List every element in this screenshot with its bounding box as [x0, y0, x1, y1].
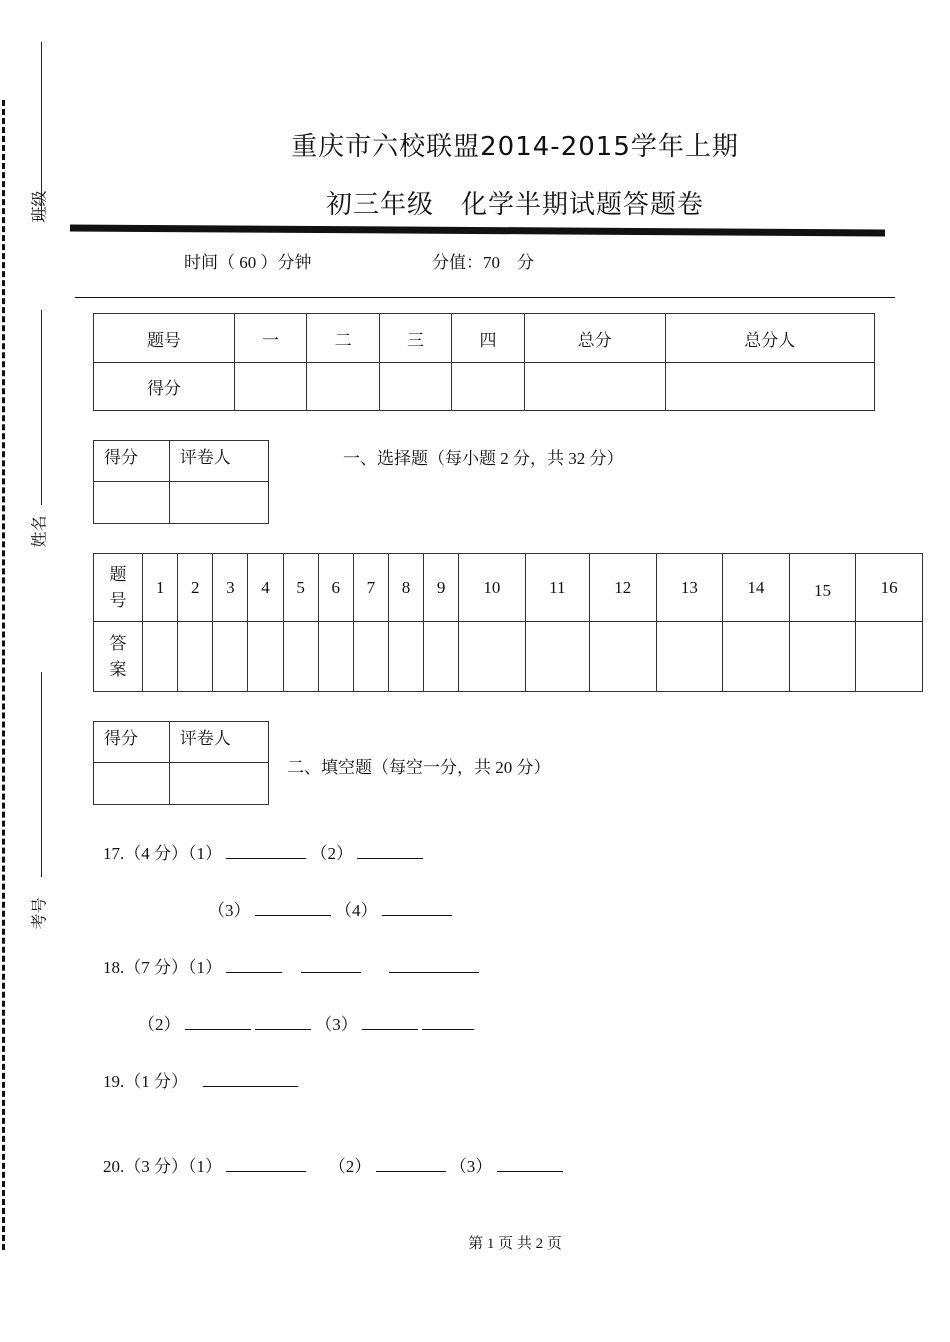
grader-name-cell[interactable]: [169, 482, 268, 524]
exam-no-line: [41, 672, 42, 877]
question-19: [103, 1067, 298, 1092]
answer-cell[interactable]: [723, 622, 790, 692]
score-table-header: 总分: [524, 314, 665, 363]
page-subtitle: 初三年级 化学半期试题答题卷: [325, 190, 704, 220]
answer-number-row: [94, 554, 923, 622]
answer-blank[interactable]: [185, 1015, 251, 1030]
q17-part2-label: （2）: [310, 844, 353, 863]
score-table-header-row: [94, 314, 875, 363]
answer-table: [93, 553, 923, 692]
answer-blank[interactable]: [255, 1015, 311, 1030]
score-cell[interactable]: [379, 363, 451, 411]
answer-blank[interactable]: [203, 1072, 298, 1087]
answer-row: [94, 622, 923, 692]
question-number: 1: [143, 554, 178, 622]
score-cell[interactable]: [234, 363, 306, 411]
score-cell[interactable]: [524, 363, 665, 411]
score-table-header: 一: [234, 314, 306, 363]
name-line: [41, 310, 42, 505]
question-number: 10: [459, 554, 526, 622]
q17-part4-label: （4）: [335, 901, 378, 920]
score-row-label: 得分: [94, 363, 235, 411]
question-number: 14: [723, 554, 790, 622]
question-17-line2: [208, 896, 452, 921]
grader-score-label: 得分: [94, 441, 170, 482]
answer-label: 答 案: [94, 622, 143, 692]
name-label: 姓名: [31, 515, 49, 548]
answer-blank[interactable]: [497, 1157, 563, 1172]
exam-no-label: 考号: [31, 897, 49, 930]
page-footer: 第 1 页 共 2 页: [468, 1236, 562, 1252]
score-cell[interactable]: [307, 363, 379, 411]
score-cell[interactable]: [665, 363, 874, 411]
q20-part1-label: 20.（3 分）（1）: [103, 1157, 222, 1176]
answer-cell[interactable]: [525, 622, 589, 692]
answer-blank[interactable]: [382, 901, 452, 916]
binding-dashed-line: [0, 100, 5, 1250]
q18-part2-label: （2）: [138, 1015, 181, 1034]
answer-cell[interactable]: [789, 622, 856, 692]
answer-cell[interactable]: [459, 622, 526, 692]
answer-cell[interactable]: [213, 622, 248, 692]
answer-cell[interactable]: [856, 622, 923, 692]
answer-cell[interactable]: [656, 622, 723, 692]
q18-part1-label: 18.（7 分）（1）: [103, 958, 222, 977]
page-title: 重庆市六校联盟2014-2015学年上期: [291, 132, 739, 162]
answer-cell[interactable]: [424, 622, 459, 692]
answer-number-label: 题 号: [94, 554, 143, 622]
answer-cell[interactable]: [318, 622, 353, 692]
header-rule: [75, 297, 895, 298]
answer-cell[interactable]: [388, 622, 423, 692]
question-number: 16: [856, 554, 923, 622]
grader-name-label: 评卷人: [169, 441, 268, 482]
answer-blank[interactable]: [357, 844, 423, 859]
score-table-header: 二: [307, 314, 379, 363]
title-rule: [70, 225, 885, 237]
grader-score-cell[interactable]: [94, 482, 170, 524]
q19-label: 19.（1 分）: [103, 1072, 188, 1091]
grader-score-label: 得分: [94, 722, 170, 763]
time-info: 时间（ 60 ）分钟: [184, 253, 312, 272]
grader-box-1: [93, 440, 269, 524]
answer-blank[interactable]: [422, 1015, 474, 1030]
score-info: 分值：70 分: [432, 253, 534, 272]
q20-part3-label: （3）: [449, 1157, 493, 1176]
question-number: 4: [248, 554, 283, 622]
grader-score-cell[interactable]: [94, 763, 170, 805]
class-label: 班级: [31, 190, 49, 223]
question-number: 7: [353, 554, 388, 622]
answer-blank[interactable]: [226, 844, 306, 859]
answer-cell[interactable]: [283, 622, 318, 692]
section1-title: 一、选择题（每小题 2 分，共 32 分）: [343, 449, 624, 468]
grader-box-2: [93, 721, 269, 805]
question-18-line1: [103, 953, 479, 978]
answer-cell[interactable]: [178, 622, 213, 692]
score-table: [93, 313, 875, 411]
answer-cell[interactable]: [143, 622, 178, 692]
question-17-line1: [103, 839, 423, 864]
score-cell[interactable]: [452, 363, 524, 411]
score-table-header: 题号: [94, 314, 235, 363]
question-18-line2: [138, 1010, 474, 1035]
question-number: 5: [283, 554, 318, 622]
answer-blank[interactable]: [389, 958, 479, 973]
answer-blank[interactable]: [226, 958, 282, 973]
question-number: 12: [589, 554, 656, 622]
section2-title: 二、填空题（每空一分，共 20 分）: [287, 758, 551, 777]
grader-name-label: 评卷人: [169, 722, 268, 763]
answer-blank[interactable]: [255, 901, 331, 916]
answer-cell[interactable]: [353, 622, 388, 692]
question-number: 15: [789, 554, 856, 622]
answer-cell[interactable]: [589, 622, 656, 692]
score-table-score-row: [94, 363, 875, 411]
grader-name-cell[interactable]: [169, 763, 268, 805]
q17-part1-label: 17.（4 分）（1）: [103, 844, 222, 863]
q18-part3-label: （3）: [315, 1015, 358, 1034]
question-20: [103, 1152, 563, 1177]
question-number: 2: [178, 554, 213, 622]
answer-blank[interactable]: [226, 1157, 306, 1172]
score-table-header: 三: [379, 314, 451, 363]
q17-part3-label: （3）: [208, 901, 251, 920]
score-table-header: 总分人: [665, 314, 874, 363]
answer-cell[interactable]: [248, 622, 283, 692]
question-number: 6: [318, 554, 353, 622]
question-number: 3: [213, 554, 248, 622]
answer-blank[interactable]: [376, 1157, 446, 1172]
question-number: 13: [656, 554, 723, 622]
answer-blank[interactable]: [362, 1015, 418, 1030]
question-number: 11: [525, 554, 589, 622]
answer-blank[interactable]: [301, 958, 361, 973]
question-number: 8: [388, 554, 423, 622]
q20-part2-label: （2）: [328, 1157, 372, 1176]
score-table-header: 四: [452, 314, 524, 363]
question-number: 9: [424, 554, 459, 622]
